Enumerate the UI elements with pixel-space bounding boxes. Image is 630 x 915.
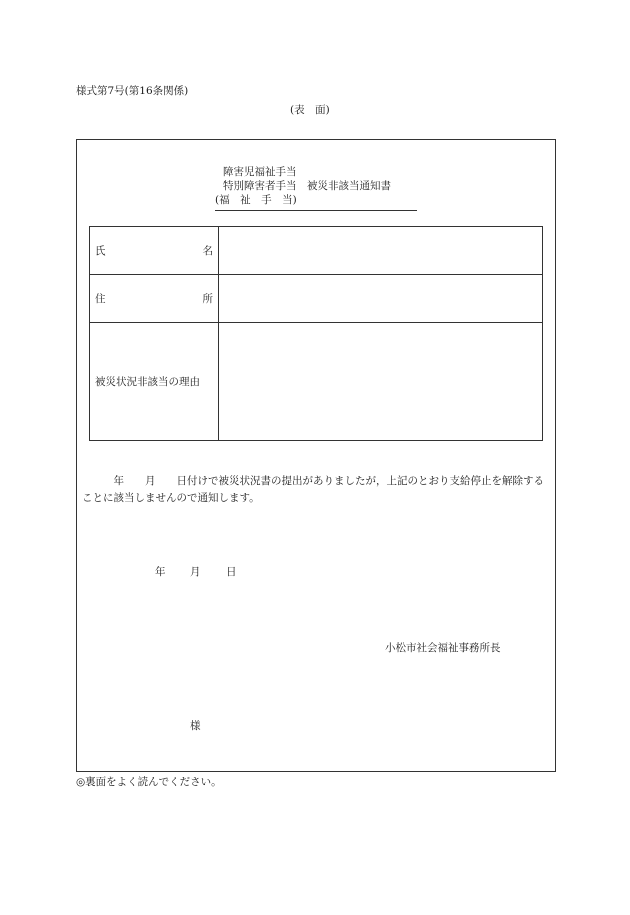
date-month: 月 bbox=[190, 566, 201, 578]
issuer-name: 小松市社会福祉事務所長 bbox=[385, 642, 501, 654]
name-label-second: 名 bbox=[202, 245, 213, 257]
title-underline bbox=[215, 210, 417, 211]
title-line-1: 障害児福祉手当 bbox=[223, 166, 297, 178]
date-day: 日 bbox=[226, 566, 237, 578]
address-label bbox=[90, 275, 219, 323]
title-line-3: (福 祉 手 当) bbox=[215, 194, 297, 206]
side-indicator: (表 面) bbox=[290, 104, 330, 116]
date-year: 年 bbox=[155, 566, 166, 578]
name-label bbox=[90, 227, 219, 275]
address-field[interactable] bbox=[219, 275, 543, 323]
name-field[interactable] bbox=[219, 227, 543, 275]
info-table bbox=[89, 226, 543, 441]
address-label-second: 所 bbox=[202, 293, 213, 305]
addressee-suffix: 様 bbox=[190, 720, 201, 732]
reason-label: 被災状況非該当の理由 bbox=[90, 323, 219, 441]
name-row bbox=[90, 227, 543, 275]
address-row bbox=[90, 275, 543, 323]
name-label-first: 氏 bbox=[95, 245, 106, 257]
reason-field[interactable] bbox=[219, 323, 543, 441]
address-label-first: 住 bbox=[95, 293, 106, 305]
footer-note: ◎裏面をよく読んでください。 bbox=[76, 776, 222, 788]
document-title bbox=[215, 165, 391, 207]
title-line-2: 特別障害者手当 被災非該当通知書 bbox=[223, 180, 391, 192]
reason-row bbox=[90, 323, 543, 441]
notice-text: 年 月 日付けで被災状況書の提出がありましたが，上記のとおり支給停止を解除することに該当しませんので通知します。 bbox=[82, 475, 544, 504]
form-number: 様式第7号(第16条関係) bbox=[76, 85, 189, 97]
